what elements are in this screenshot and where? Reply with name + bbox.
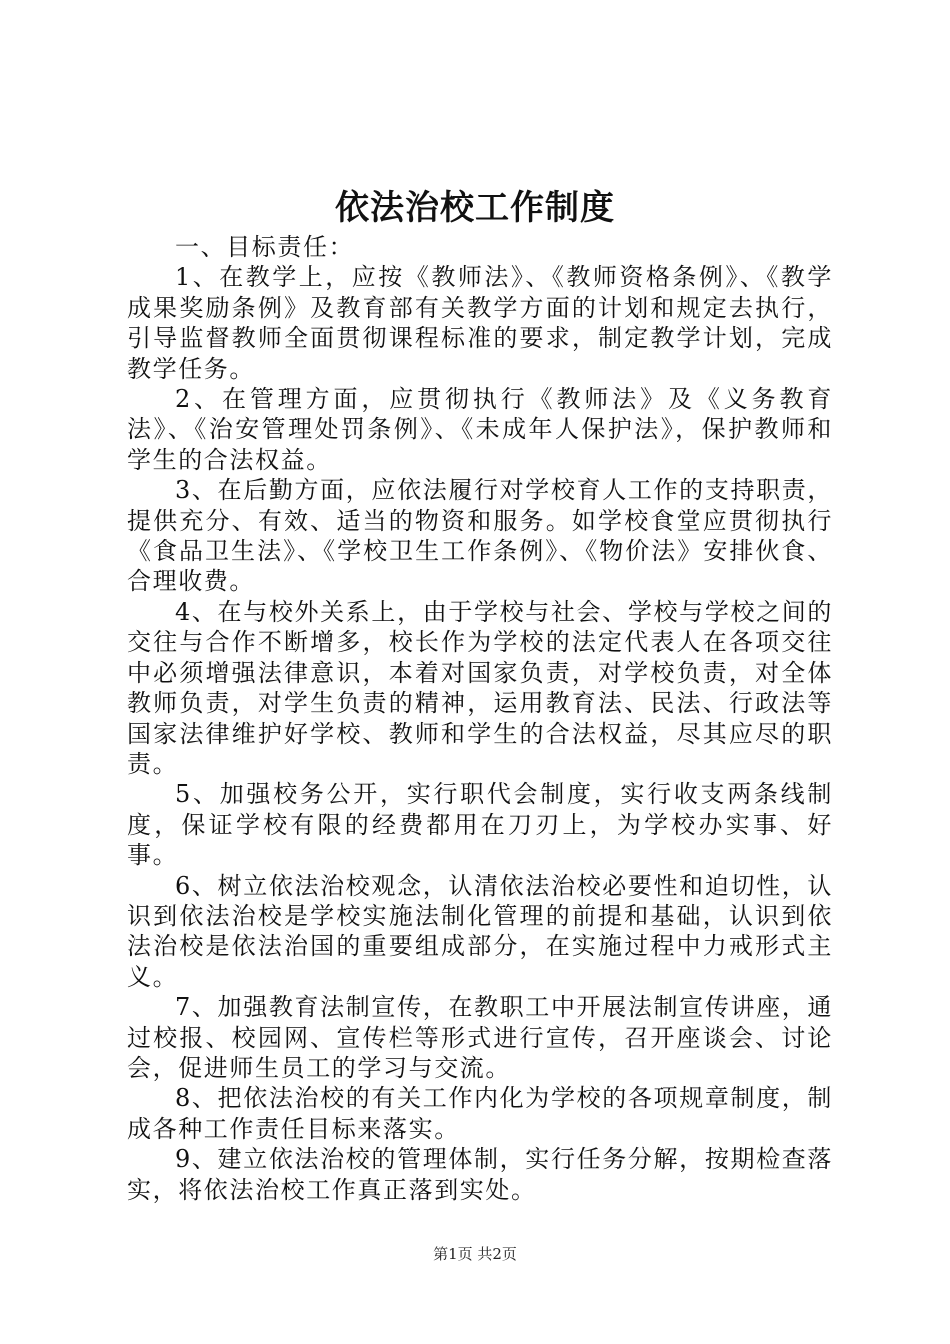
paragraph-8: 8、把依法治校的有关工作内化为学校的各项规章制度，制成各种工作责任目标来落实。 bbox=[127, 1084, 833, 1143]
paragraph-1: 1、在教学上，应按《教师法》、《教师资格条例》、《教学成果奖励条例》及教育部有关教学方面的计划和规定去执行，引导监督教师全面贯彻课程标准的要求，制定教学计划，完成教学任务。 bbox=[127, 263, 833, 383]
document-title: 依法治校工作制度 bbox=[335, 188, 615, 228]
document-body bbox=[127, 232, 833, 1205]
section-heading: 一、目标责任： bbox=[175, 233, 355, 261]
paragraph-3: 3、在后勤方面，应依法履行对学校育人工作的支持职责，提供充分、有效、适当的物资和服务。如学校食堂应贯彻执行《食品卫生法》、《学校卫生工作条例》、《物价法》安排伙食、合理收费。 bbox=[127, 476, 833, 596]
paragraph-5: 5、加强校务公开，实行职代会制度，实行收支两条线制度，保证学校有限的经费都用在刀刃上，为学校办实事、好事。 bbox=[127, 780, 833, 870]
paragraph-2: 2、在管理方面，应贯彻执行《教师法》及《义务教育法》、《治安管理处罚条例》、《未成年人保护法》，保护教师和学生的合法权益。 bbox=[127, 385, 833, 474]
paragraph-9: 9、建立依法治校的管理体制，实行任务分解，按期检查落实，将依法治校工作真正落到实处。 bbox=[127, 1145, 833, 1204]
page-number: 第1页 共2页 bbox=[433, 1245, 517, 1263]
paragraph-6: 6、树立依法治校观念，认清依法治校必要性和迫切性，认识到依法治校是学校实施法制化管理的前提和基础，认识到依法治校是依法治国的重要组成部分，在实施过程中力戒形式主义。 bbox=[127, 871, 833, 991]
paragraph-7: 7、加强教育法制宣传，在教职工中开展法制宣传讲座，通过校报、校园网、宣传栏等形式进行宣传，召开座谈会、讨论会，促进师生员工的学习与交流。 bbox=[127, 993, 833, 1082]
paragraph-4: 4、在与校外关系上，由于学校与社会、学校与学校之间的交往与合作不断增多，校长作为学校的法定代表人在各项交往中必须增强法律意识，本着对国家负责，对学校负责，对全体教师负责，对学生负责的精神，运用教育法、民法、行政法等国家法律维护好学校、教师和学生的合法权益，尽其应尽的职责。 bbox=[127, 597, 833, 778]
